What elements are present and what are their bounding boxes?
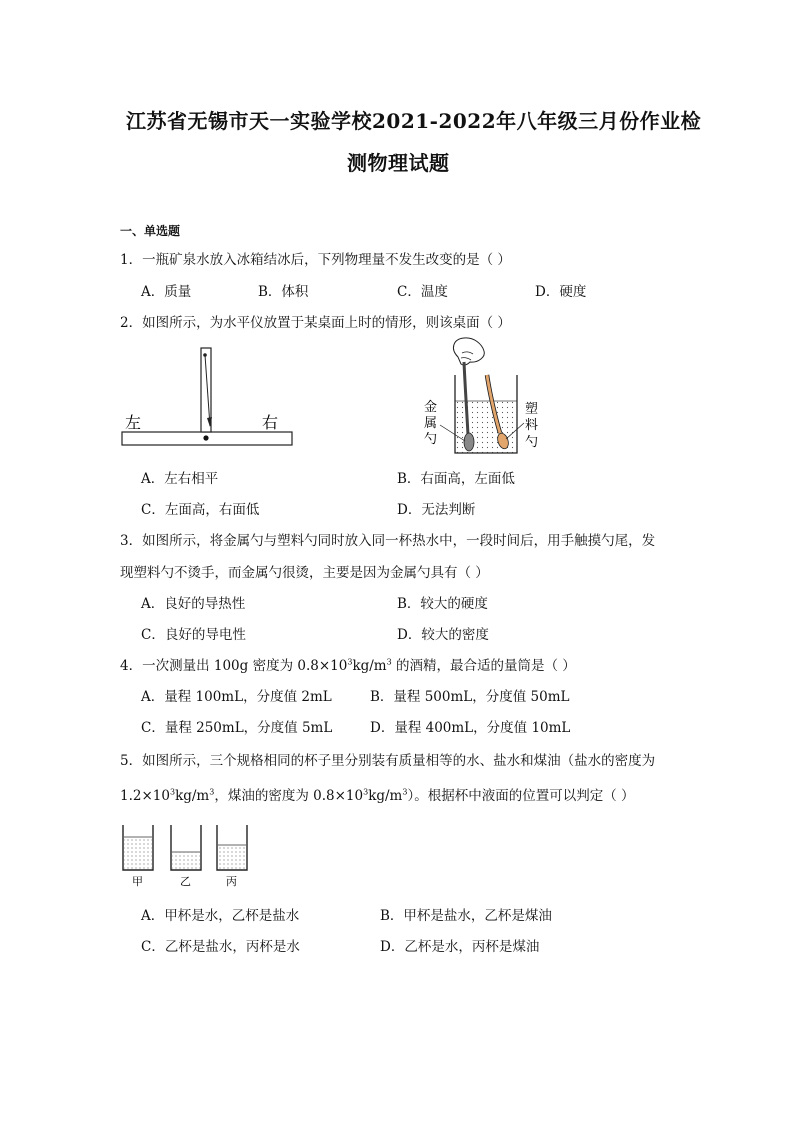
q4-stem-post: 的酒精，最合适的量筒是（ ） (391, 658, 576, 674)
q3-option-d[interactable]: D．较大的密度 (397, 627, 489, 643)
plastic-spoon-label-1: 塑 (525, 402, 539, 417)
question-5-stem-line2 (120, 784, 635, 804)
q5-l2-b: kg/m (175, 788, 210, 804)
q2-option-b[interactable]: B．右面高，左面低 (397, 471, 515, 487)
q5-l2-d: kg/m (368, 788, 403, 804)
question-3-stem-line1: 3．如图所示，将金属勺与塑料勺同时放入同一杯热水中，一段时间后，用手触摸勺尾，发 (120, 533, 656, 549)
q5-l2-sup4: 3 (402, 787, 408, 797)
q4-option-a[interactable]: A．量程 100mL，分度值 2mL (141, 689, 332, 705)
page-title-line2: 测物理试题 (347, 151, 450, 175)
q5-l2-sup1: 3 (169, 787, 176, 797)
q4-option-d[interactable]: D．量程 400mL，分度值 10mL (370, 720, 571, 736)
cup-label-bing: 丙 (226, 875, 237, 888)
level-right-label: 右 (262, 413, 279, 432)
spoons-in-hot-water-figure (420, 335, 555, 460)
level-left-label: 左 (125, 413, 142, 432)
section-heading: 一、单选题 (120, 224, 181, 238)
metal-spoon-label-2: 属 (424, 416, 438, 431)
q4-stem-mid: kg/m (352, 658, 387, 674)
question-3-stem-line2: 现塑料勺不烫手，而金属勺很烫，主要是因为金属勺具有（ ） (120, 565, 489, 581)
cup-bing-liquid (218, 845, 246, 870)
q5-option-b[interactable]: B．甲杯是盐水，乙杯是煤油 (380, 908, 552, 924)
metal-spoon-label-1: 金 (424, 400, 438, 415)
q5-option-a[interactable]: A．甲杯是水，乙杯是盐水 (141, 908, 300, 924)
q3-option-c[interactable]: C．良好的导电性 (141, 627, 246, 643)
q4-option-c[interactable]: C．量程 250mL，分度值 5mL (141, 720, 333, 736)
level-instrument-figure (118, 343, 298, 451)
three-cups-figure (118, 822, 258, 890)
q5-l2-e: ）。根据杯中液面的位置可以判定（ ） (407, 788, 635, 804)
cup-yi-liquid (172, 852, 200, 870)
q1-option-b[interactable]: B．体积 (258, 284, 309, 300)
q5-l2-a: 1.2×10 (120, 788, 170, 804)
question-5-stem-line1: 5．如图所示，三个规格相同的杯子里分别装有质量相等的水、盐水和煤油（盐水的密度为 (120, 753, 656, 769)
plastic-spoon-label-3: 勺 (525, 435, 539, 450)
q3-option-b[interactable]: B．较大的硬度 (397, 596, 488, 612)
q4-stem-pre: 4．一次测量出 100g 密度为 0.8×10 (120, 658, 348, 674)
question-4-stem (120, 654, 576, 674)
page-title-line1: 江苏省无锡市天一实验学校2021-2022年八年级三月份作业检 (126, 109, 702, 133)
q4-stem-sup1: 3 (347, 657, 353, 667)
q3-option-a[interactable]: A．良好的导热性 (141, 596, 246, 612)
plastic-spoon-label-2: 料 (525, 418, 539, 433)
cup-label-yi: 乙 (180, 875, 191, 888)
q5-l2-c: ，煤油的密度为 0.8×10 (214, 788, 364, 804)
cup-jia-liquid (124, 837, 152, 870)
q5-l2-sup2: 3 (209, 787, 215, 797)
metal-spoon-label-3: 勺 (424, 432, 438, 447)
q5-option-d[interactable]: D．乙杯是水，丙杯是煤油 (380, 939, 540, 955)
q2-option-a[interactable]: A．左右相平 (141, 471, 219, 487)
q5-option-c[interactable]: C．乙杯是盐水，丙杯是水 (141, 939, 300, 955)
q1-option-d[interactable]: D．硬度 (535, 284, 587, 300)
cup-label-jia: 甲 (132, 875, 143, 888)
q4-stem-sup2: 3 (386, 657, 392, 667)
q2-option-d[interactable]: D．无法判断 (397, 502, 476, 518)
q1-option-a[interactable]: A．质量 (141, 284, 192, 300)
q2-option-c[interactable]: C．左面高，右面低 (141, 502, 260, 518)
question-1-stem: 1．一瓶矿泉水放入冰箱结冰后，下列物理量不发生改变的是（ ） (120, 252, 511, 268)
q4-option-b[interactable]: B．量程 500mL，分度值 50mL (370, 689, 570, 705)
q1-option-c[interactable]: C．温度 (397, 284, 448, 300)
question-2-stem: 2．如图所示，为水平仪放置于某桌面上时的情形，则该桌面（ ） (120, 315, 511, 331)
q5-l2-sup3: 3 (363, 787, 369, 797)
